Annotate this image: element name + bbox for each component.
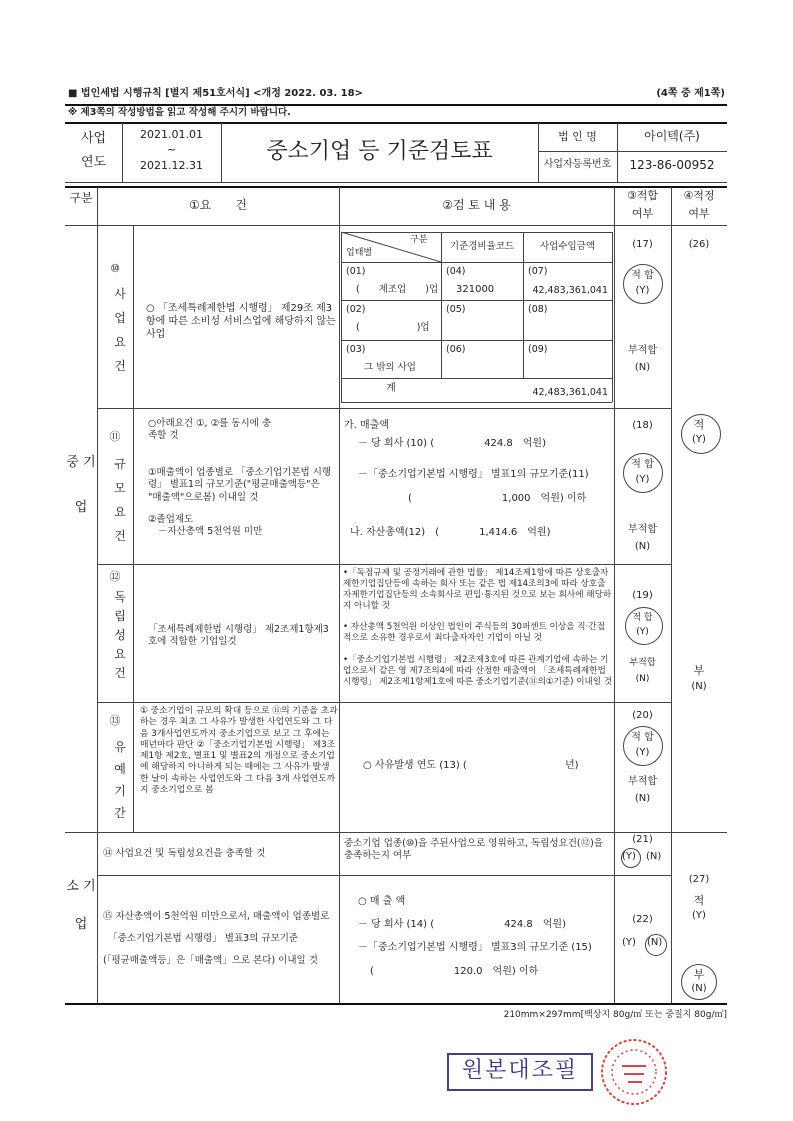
year-label-1: 사업 [80, 131, 107, 146]
col-requirements-header: ①요 건 [189, 198, 247, 212]
scale-fit-y: (Y) [635, 474, 650, 485]
col-fit-header-1: ③적합 [626, 189, 659, 202]
divider [341, 262, 612, 263]
biz-col4-code: (26) [688, 239, 710, 250]
small-col4-code: (27) [688, 874, 710, 885]
small-r2-req-1: ⑮ 자산총액이 5천억원 미만으로서, 매출액이 업종별로 [103, 911, 330, 922]
small-r1-code: (21) [632, 834, 653, 845]
header-row-bottom [65, 225, 727, 226]
scale-rev-sales: 가. 매출액 [344, 420, 389, 431]
biz-req-label: 사 업 요 건 [114, 287, 126, 373]
small-r2-n: (N) [647, 937, 663, 948]
original-verified-stamp-text: 원본대조필 [461, 1058, 579, 1083]
cell-07: (07) [528, 266, 548, 277]
biz-fit-code: (17) [632, 239, 653, 250]
small-r2-y: (Y) [622, 937, 636, 948]
small-col4-yes: 적 [693, 894, 705, 907]
cell-03: (03) [346, 344, 366, 355]
biz-no: 123-86-00952 [629, 158, 715, 172]
divider [339, 187, 340, 1005]
scale-req-line1: ○아래요건 ①, ②를 동시에 충족할 것 [148, 418, 272, 442]
scale-req-number: ⑪ [109, 430, 121, 443]
grace-req-text: ① 중소기업이 규모의 확대 등으로 ⑪의 기준을 초과하는 경우 최초 그 사유가 발생한 사업연도와 그 다음 3개사업연도까지 중소기업으로 보고 그 후에는 매년마다 판단 ②「중소기업기본법 시행령」 제3조제1항 제2호, 별표1 및 별표2의 개정으로 중소기업에 해당하지 아니하게 되는 때에는 그 사유가 발생한 날이 속하는 사업연도와 그 다음 3개 사업연도까지 중소기업으로 봄 [140, 706, 338, 795]
scale-req-label: 규 모 요 건 [114, 457, 126, 543]
law-reference: ■ 법인세법 시행규칙 [별지 제51호서식] <개정 2022. 03. 18> [68, 88, 363, 99]
period-end: 2021.12.31 [140, 159, 203, 172]
divider [97, 564, 671, 565]
col-fit-header-2: 여부 [631, 207, 654, 220]
biz-fit-y: (Y) [635, 285, 650, 296]
small-r1-n: (N) [646, 851, 662, 862]
main-bottom-border [65, 1003, 727, 1005]
biz-no-label: 사업자등록번호 [543, 159, 612, 170]
top-border [65, 122, 727, 124]
hdr-gubun: 구분 [410, 235, 428, 245]
cell-02: (02) [346, 304, 366, 315]
indep-rev-3: •「중소기업기본법 시행령」 제2조제3호에 따른 관계기업에 속하는 기업으로서 같은 영 제7조의4에 따라 산정한 매출액이 「조세특례제한법 시행령」 제2조제1항제1호에 따른 중소기업기준(⑪의①기준) 이내일 것 [343, 655, 613, 687]
grace-fit-code: (20) [632, 710, 653, 721]
notice-text: ※ 제3쪽의 작성방법을 읽고 작성해 주시기 바랍니다. [68, 107, 291, 118]
period-start: 2021.01.01 [140, 128, 203, 141]
small-r2-code: (22) [632, 914, 653, 925]
top-bottom-border [65, 182, 727, 183]
divider [341, 378, 612, 379]
cell-05: (05) [446, 304, 466, 315]
small-col4-y: (Y) [692, 910, 706, 921]
cell-01-name: ( 제조업 )업 [356, 284, 439, 295]
cell-04: (04) [446, 266, 466, 277]
divider [538, 151, 727, 152]
paper-spec: 210mm×297mm[백상지 80g/㎡ 또는 중질지 80g/㎡] [503, 1010, 727, 1020]
cell-02-name: ( )업 [356, 322, 430, 333]
indep-req-label: 독 립 성 요 건 [114, 590, 126, 680]
divider [441, 232, 442, 378]
small-r2-req-3: (「평균매출액등」은「매출액」으로 본다) 이내일 것 [103, 955, 318, 966]
divider [97, 408, 671, 409]
cell-06: (06) [446, 344, 466, 355]
grace-fit-yes: 적 합 [631, 732, 654, 743]
sme-col4-no: 부 [693, 664, 705, 677]
side-sme-label: 중 기 업 [66, 455, 96, 515]
small-col4-no: 부 [693, 968, 705, 981]
grace-fit-no: 부적합 [628, 776, 657, 787]
scale-fit-code: (18) [632, 420, 653, 431]
cell-04-value: 321000 [456, 284, 495, 295]
biz-req-text: ○ 「조세특례제한법 시행령」 제29조 제3항에 따른 소비성 서비스업에 해당하지 않는 사업 [146, 303, 336, 340]
scale-rev-company: － 당 회사 (10) ( 424.8 억원) [358, 438, 546, 449]
scale-req-line2: ①매출액이 업종별로 「중소기업기본법 시행령」 별표1의 규모기준("평균매출액등"은 "매출액"으로봄) 이내일 것 [148, 467, 332, 503]
small-r1-y: (Y) [622, 851, 636, 862]
cell-08: (08) [528, 304, 548, 315]
corp-name-label: 법 인 명 [558, 130, 597, 143]
sme-col4-y: (Y) [692, 434, 706, 445]
sme-col4-yes: 적 [693, 418, 705, 431]
scale-rev-assets: 나. 자산총액(12) ( 1,414.6 억원) [350, 527, 551, 538]
divider [341, 300, 612, 301]
divider [97, 875, 671, 876]
indep-rev-2: • 자산총액 5천억원 이상인 법인이 주식등의 30퍼센트 이상을 직·간접적으로 소유한 경우로서 최다출자자인 기업이 아닐 것 [343, 622, 605, 643]
grace-fit-n: (N) [634, 793, 651, 804]
company-seal-icon [598, 1036, 670, 1108]
divider [523, 232, 524, 378]
divider [65, 832, 727, 833]
indep-rev-1: •「독점규제 및 공정거래에 관한 법률」 제14조제1항에 따른 상호출자제한기업집단등에 속하는 회사 또는 같은 법 제14조의3에 따라 상호출자제한기업집단등의 소속회사로 편입·통지된 것으로 보는 회사에 해당하지 아니할 것 [343, 568, 612, 611]
small-r2-standard: －「중소기업기본법 시행령」 별표3의 규모기준 (15) [358, 942, 592, 953]
grace-req-label: 유 예 기 간 [114, 740, 126, 820]
period-dash: ~ [166, 143, 177, 156]
corp-name: 아이텍(주) [644, 129, 700, 143]
scale-fit-no: 부적합 [628, 524, 657, 535]
indep-req-text: 「조세특례제한법 시행령」 제2조제1항제3호에 적합한 기업일것 [148, 624, 329, 648]
divider [341, 402, 612, 403]
year-label-2: 연도 [80, 155, 107, 170]
col-gubun-header: 구분 [69, 191, 93, 205]
biz-fit-yes: 적 합 [631, 270, 654, 281]
indep-req-number: ⑫ [109, 570, 121, 583]
cell-03-name: 그 밖의 사업 [364, 362, 416, 373]
biz-req-number: ⑩ [110, 262, 120, 275]
cell-07-value: 42,483,361,041 [532, 285, 608, 296]
small-r2-company: － 당 회사 (14) ( 424.8 억원) [358, 919, 566, 930]
scale-req-line3: ②졸업제도 [148, 514, 194, 525]
total-label: 계 [386, 383, 396, 394]
hdr-type: 업태별 [346, 248, 373, 258]
divider [97, 702, 671, 703]
divider [612, 232, 613, 402]
small-r2-req-2: 「중소기업기본법 시행령」 별표3의 규모기준 [108, 933, 299, 944]
main-top-border [65, 186, 727, 188]
indep-fit-code: (19) [632, 590, 653, 601]
grace-fit-y: (Y) [635, 747, 650, 758]
scale-rev-standard-value: ( 1,000 억원) 이하 [408, 493, 587, 504]
scale-rev-standard: －「중소기업기본법 시행령」 별표1의 규모기준(11) [358, 469, 589, 480]
small-r1-rev: 중소기업 업종(⑩)을 주된사업으로 영위하고, 독립성요건(⑫)을 충족하는지 여부 [344, 838, 604, 862]
small-r2-sales: ○ 매 출 액 [358, 896, 406, 907]
grace-rev-text: ○ 사유발생 연도 (13) ( [363, 760, 467, 771]
total-value: 42,483,361,041 [532, 387, 608, 398]
biz-fit-n: (N) [634, 362, 651, 373]
scale-fit-yes: 적 합 [631, 459, 654, 470]
divider [133, 225, 134, 832]
col-fit4-header-1: ④적정 [683, 189, 715, 202]
grace-req-number: ⑬ [109, 714, 121, 727]
form-title: 중소기업 등 기준검토표 [266, 139, 493, 164]
scale-fit-n: (N) [634, 541, 651, 552]
side-small-label: 소 기 업 [66, 879, 96, 932]
col-review-header: ②검 토 내 용 [442, 198, 511, 212]
indep-fit-y: (Y) [636, 627, 649, 637]
header-rule [65, 104, 727, 106]
grace-rev-tail: 년) [565, 760, 579, 771]
hdr-income: 사업수입금액 [539, 241, 596, 252]
scale-req-line4: －자산총액 5천억원 미만 [158, 526, 263, 537]
hdr-code: 기준경비율코드 [449, 241, 515, 252]
indep-fit-n: (N) [635, 674, 650, 684]
divider [97, 187, 98, 1005]
divider [341, 340, 612, 341]
small-r2-standard-value: ( 120.0 억원) 이하 [370, 966, 539, 977]
sme-col4-n: (N) [691, 681, 707, 692]
small-r1-req: ⑭ 사업요건 및 독립성요건을 충족할 것 [103, 848, 266, 859]
cell-01: (01) [346, 266, 366, 277]
indep-fit-no: 부적합 [629, 658, 656, 668]
page-reference: (4쪽 중 제1쪽) [656, 88, 725, 99]
col-fit4-header-2: 여부 [688, 207, 710, 220]
biz-fit-no: 부적합 [628, 345, 657, 356]
small-col4-n: (N) [691, 983, 707, 994]
indep-fit-yes: 적 합 [632, 613, 653, 623]
cell-09: (09) [528, 344, 548, 355]
